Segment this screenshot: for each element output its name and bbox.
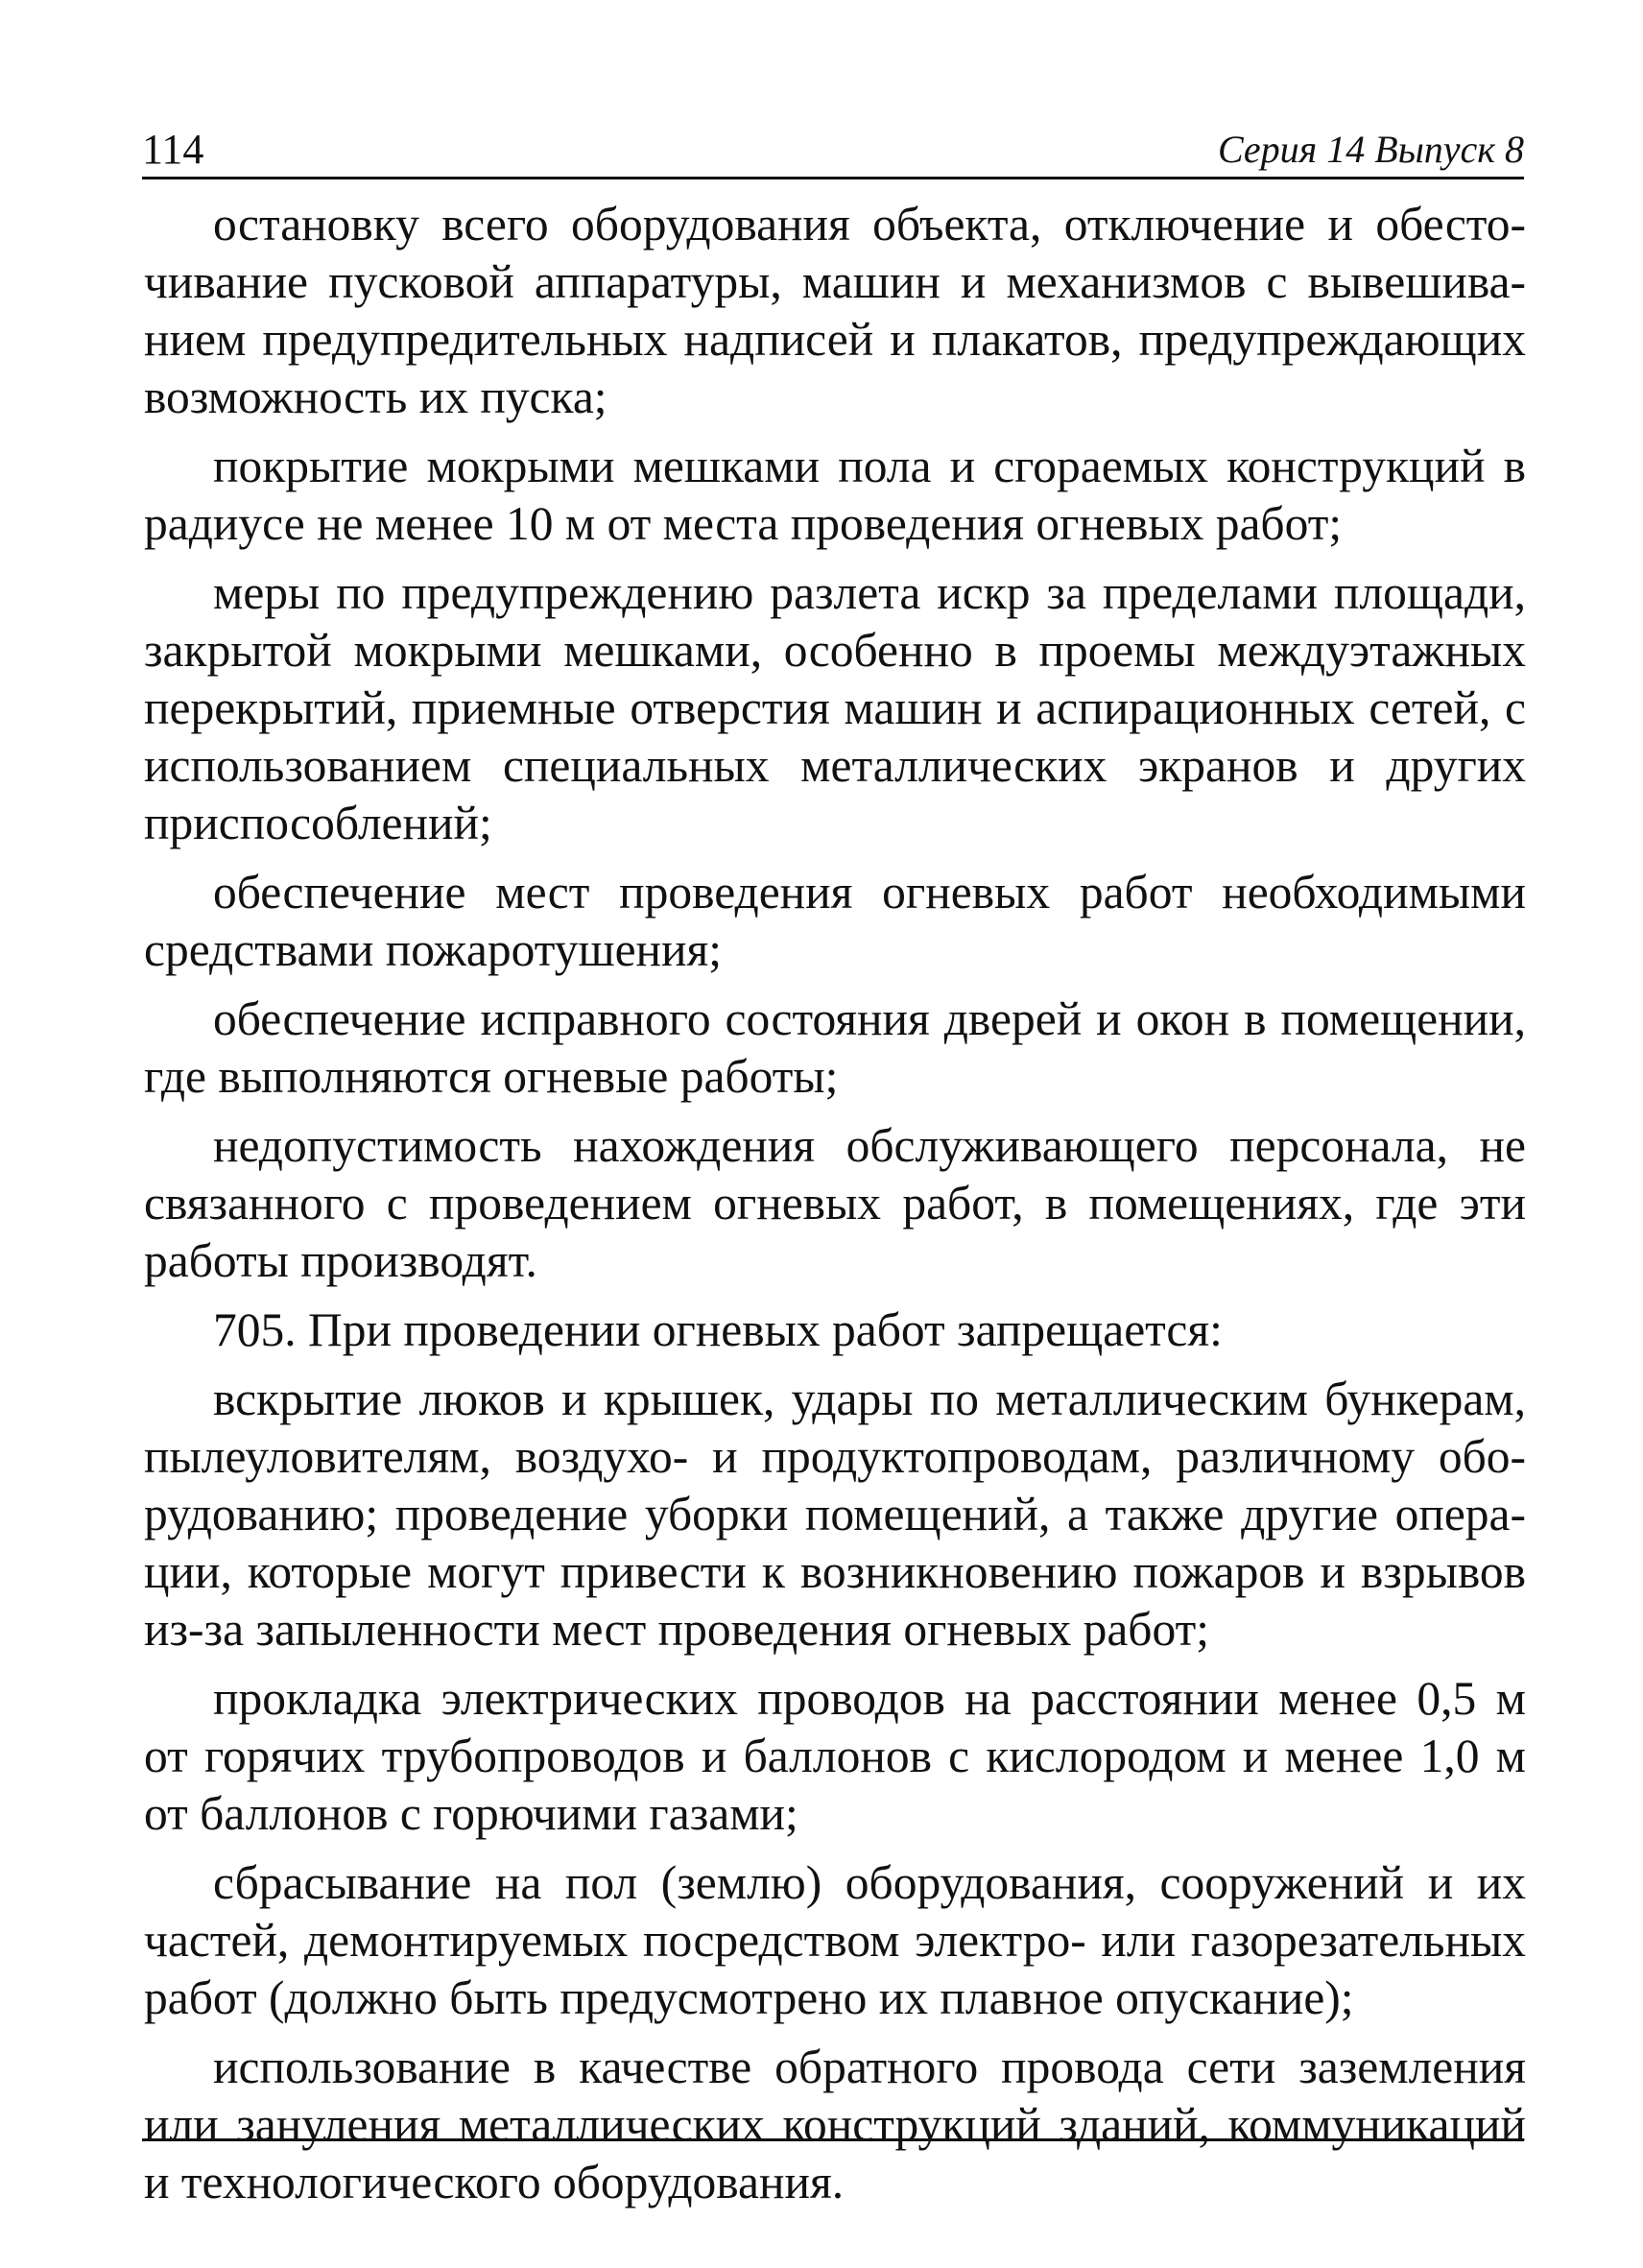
paragraph: недопустимость нахождения обслуживающего персонала, не связанного с проведением огневых работ, в помещениях, где эти работы производят. (144, 1119, 1526, 1287)
paragraph: вскрытие люков и крышек, удары по металлическим бункерам, пылеуловителям, воздухо- и продуктопроводам, различному оборудованию; проведение уборки помещений, а также другие операции, которые могут привести к возникновению пожаров и взрывов из-за запыленности мест проведения огневых работ; (144, 1373, 1526, 1656)
running-title: Серия 14 Выпуск 8 (1217, 128, 1524, 171)
paragraph: меры по предупреждению разлета искр за пределами площади, закрытой мокрыми мешками, особенно в проемы междуэтажных перекрытий, приемные отверстия машин и аспирационных сетей, с использованием специальных металлических экранов и других приспособлений; (144, 566, 1526, 849)
paragraph: прокладка электрических проводов на расстоянии менее 0,5 м от горячих трубопроводов и баллонов с кислородом и менее 1,0 м от баллонов с горючими газами; (144, 1672, 1526, 1840)
paragraph: обеспечение мест проведения огневых работ необходимыми средствами пожаротушения; (144, 866, 1526, 976)
bottom-divider (142, 2138, 1524, 2141)
page-header (142, 123, 1524, 179)
paragraph: покрытие мокрыми мешками пола и сгораемых конструкций в радиусе не менее 10 м от места проведения огневых работ; (144, 440, 1526, 550)
paragraph: обеспечение исправного состояния дверей и окон в помещении, где выполняются огневые работы; (144, 992, 1526, 1103)
page-body (144, 196, 1526, 2223)
paragraph: остановку всего оборудования объекта, отключение и обесточивание пусковой аппаратуры, машин и механизмов с вывешиванием предупредительных надписей и плакатов, предупреждающих возможность их пуска; (144, 198, 1526, 423)
page-number: 114 (142, 126, 204, 173)
paragraph: использование в качестве обратного провода сети заземления или зануления металлических конструкций зданий, коммуникаций и технологического оборудования. (144, 2041, 1526, 2208)
paragraph: сбрасывание на пол (землю) оборудования, сооружений и их частей, демонтируемых посредством электро- или газорезательных работ (должно быть предусмотрено их плавное опускание); (144, 1856, 1526, 2024)
section-heading-705: 705. При проведении огневых работ запрещается: (213, 1303, 1223, 1356)
